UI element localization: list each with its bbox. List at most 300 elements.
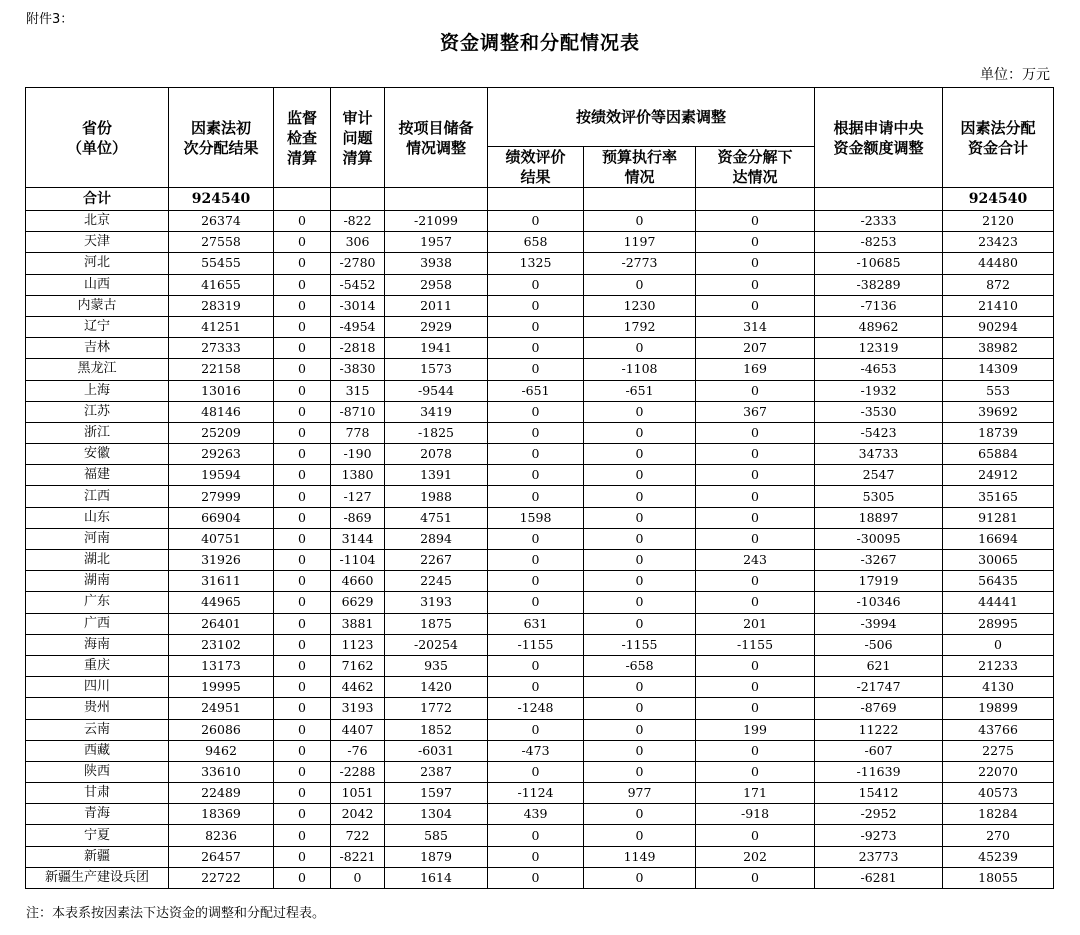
cell-supervision: 0 <box>274 677 331 698</box>
cell-perf-eval: 0 <box>488 677 584 698</box>
cell-budget-exec: 0 <box>584 274 696 295</box>
cell-initial: 13173 <box>169 655 274 676</box>
header-perf-eval: 绩效评价 结果 <box>488 147 584 188</box>
cell-total: 56435 <box>943 571 1054 592</box>
table-row <box>26 380 1054 401</box>
cell-perf-eval: 1598 <box>488 507 584 528</box>
cell-perf-eval: 0 <box>488 274 584 295</box>
cell-province: 上海 <box>26 380 169 401</box>
cell-budget-exec: 0 <box>584 528 696 549</box>
cell-central-quota: 23773 <box>815 846 943 867</box>
cell-perf-eval: 0 <box>488 465 584 486</box>
cell-initial: 22158 <box>169 359 274 380</box>
cell-province: 河北 <box>26 253 169 274</box>
cell-audit: -5452 <box>331 274 385 295</box>
cell-province: 新疆生产建设兵团 <box>26 867 169 888</box>
cell-reserve: -6031 <box>385 740 488 761</box>
cell-total: 44441 <box>943 592 1054 613</box>
cell-total: 0 <box>943 634 1054 655</box>
attachment-label: 附件3： <box>26 12 74 27</box>
cell-supervision: 0 <box>274 507 331 528</box>
cell-province: 云南 <box>26 719 169 740</box>
cell-total: 4130 <box>943 677 1054 698</box>
cell-initial: 24951 <box>169 698 274 719</box>
cell-fund-decomp: 0 <box>696 507 815 528</box>
table-row <box>26 211 1054 232</box>
cell-reserve: 1391 <box>385 465 488 486</box>
table-row <box>26 867 1054 888</box>
cell-central-quota: 621 <box>815 655 943 676</box>
cell-supervision: 0 <box>274 655 331 676</box>
cell-fund-decomp: -1155 <box>696 634 815 655</box>
cell-province: 重庆 <box>26 655 169 676</box>
cell-budget-exec: -2773 <box>584 253 696 274</box>
cell-initial: 23102 <box>169 634 274 655</box>
cell-fund-decomp: 0 <box>696 592 815 613</box>
cell-province: 广西 <box>26 613 169 634</box>
cell-perf-eval: 0 <box>488 211 584 232</box>
cell-central-quota: 11222 <box>815 719 943 740</box>
cell-perf-eval: 0 <box>488 528 584 549</box>
cell-fund-decomp: 0 <box>696 486 815 507</box>
table-row <box>26 592 1054 613</box>
cell-audit: -822 <box>331 211 385 232</box>
cell-fund-decomp: 0 <box>696 295 815 316</box>
cell-audit: 6629 <box>331 592 385 613</box>
cell-fund-decomp: 0 <box>696 253 815 274</box>
table-row <box>26 719 1054 740</box>
header-central-quota: 根据申请中央 资金额度调整 <box>815 88 943 188</box>
cell-audit: 0 <box>331 867 385 888</box>
unit-label: 单位：万元 <box>980 67 1050 83</box>
cell-budget-exec: 0 <box>584 867 696 888</box>
table-row <box>26 613 1054 634</box>
cell-reserve: -9544 <box>385 380 488 401</box>
cell-perf-eval: 658 <box>488 232 584 253</box>
cell-initial: 18369 <box>169 804 274 825</box>
cell-audit: 4660 <box>331 571 385 592</box>
cell-central-quota: -2333 <box>815 211 943 232</box>
cell-budget-exec: 0 <box>584 444 696 465</box>
table-row <box>26 825 1054 846</box>
cell-supervision: 0 <box>274 274 331 295</box>
cell-perf-eval: 0 <box>488 401 584 422</box>
cell-initial: 26374 <box>169 211 274 232</box>
header-reserve: 按项目储备 情况调整 <box>385 88 488 188</box>
cell-initial: 25209 <box>169 422 274 443</box>
cell-supervision: 0 <box>274 444 331 465</box>
cell-supervision: 0 <box>274 825 331 846</box>
cell-budget-exec: -651 <box>584 380 696 401</box>
cell-total: 22070 <box>943 761 1054 782</box>
cell-total: 14309 <box>943 359 1054 380</box>
cell-central-quota: -607 <box>815 740 943 761</box>
cell-fund-decomp: 0 <box>696 528 815 549</box>
cell-total: 38982 <box>943 338 1054 359</box>
cell-budget-exec: 1792 <box>584 316 696 337</box>
cell-initial: 31611 <box>169 571 274 592</box>
cell-reserve: 2387 <box>385 761 488 782</box>
cell-initial: 55455 <box>169 253 274 274</box>
cell-budget-exec: 0 <box>584 677 696 698</box>
table-row <box>26 783 1054 804</box>
table-row <box>26 507 1054 528</box>
header-total: 因素法分配 资金合计 <box>943 88 1054 188</box>
cell-total: 18055 <box>943 867 1054 888</box>
cell-audit: -76 <box>331 740 385 761</box>
cell-audit: -8221 <box>331 846 385 867</box>
cell-supervision: 0 <box>274 253 331 274</box>
cell-perf-eval: 0 <box>488 592 584 613</box>
cell-audit: -2288 <box>331 761 385 782</box>
cell-initial: 26401 <box>169 613 274 634</box>
table-row <box>26 761 1054 782</box>
cell-fund-decomp: 207 <box>696 338 815 359</box>
cell-fund-decomp: 0 <box>696 825 815 846</box>
cell-total: 65884 <box>943 444 1054 465</box>
cell-reserve: 1597 <box>385 783 488 804</box>
total-initial: 924540 <box>169 188 274 211</box>
cell-central-quota: -11639 <box>815 761 943 782</box>
table-row <box>26 655 1054 676</box>
cell-fund-decomp: 0 <box>696 232 815 253</box>
table-row <box>26 634 1054 655</box>
cell-supervision: 0 <box>274 740 331 761</box>
cell-fund-decomp: 171 <box>696 783 815 804</box>
cell-initial: 9462 <box>169 740 274 761</box>
cell-audit: 306 <box>331 232 385 253</box>
cell-initial: 33610 <box>169 761 274 782</box>
cell-perf-eval: 0 <box>488 422 584 443</box>
cell-fund-decomp: 202 <box>696 846 815 867</box>
cell-initial: 19594 <box>169 465 274 486</box>
cell-perf-eval: -1155 <box>488 634 584 655</box>
header-fund-decomp: 资金分解下 达情况 <box>696 147 815 188</box>
cell-supervision: 0 <box>274 528 331 549</box>
cell-perf-eval: 631 <box>488 613 584 634</box>
cell-perf-eval: 0 <box>488 867 584 888</box>
cell-budget-exec: 0 <box>584 465 696 486</box>
cell-budget-exec: 0 <box>584 486 696 507</box>
table-row <box>26 804 1054 825</box>
cell-audit: 315 <box>331 380 385 401</box>
cell-reserve: 1941 <box>385 338 488 359</box>
cell-total: 16694 <box>943 528 1054 549</box>
cell-reserve: 2245 <box>385 571 488 592</box>
table-row <box>26 444 1054 465</box>
cell-total: 24912 <box>943 465 1054 486</box>
cell-total: 19899 <box>943 698 1054 719</box>
table-row <box>26 486 1054 507</box>
cell-audit: -4954 <box>331 316 385 337</box>
cell-province: 湖南 <box>26 571 169 592</box>
cell-reserve: 3419 <box>385 401 488 422</box>
cell-central-quota: 18897 <box>815 507 943 528</box>
cell-initial: 27558 <box>169 232 274 253</box>
cell-fund-decomp: 201 <box>696 613 815 634</box>
cell-budget-exec: -1155 <box>584 634 696 655</box>
cell-central-quota: 48962 <box>815 316 943 337</box>
cell-budget-exec: 0 <box>584 338 696 359</box>
cell-central-quota: -506 <box>815 634 943 655</box>
cell-budget-exec: 1197 <box>584 232 696 253</box>
cell-central-quota: 12319 <box>815 338 943 359</box>
cell-total: 28995 <box>943 613 1054 634</box>
cell-reserve: 1879 <box>385 846 488 867</box>
cell-audit: -3830 <box>331 359 385 380</box>
cell-fund-decomp: 0 <box>696 444 815 465</box>
cell-initial: 26086 <box>169 719 274 740</box>
table-row <box>26 401 1054 422</box>
cell-reserve: 2929 <box>385 316 488 337</box>
cell-reserve: 2958 <box>385 274 488 295</box>
cell-initial: 48146 <box>169 401 274 422</box>
cell-budget-exec: 0 <box>584 719 696 740</box>
cell-supervision: 0 <box>274 486 331 507</box>
cell-total: 44480 <box>943 253 1054 274</box>
table-row <box>26 253 1054 274</box>
cell-reserve: 1957 <box>385 232 488 253</box>
table-row <box>26 550 1054 571</box>
cell-supervision: 0 <box>274 867 331 888</box>
cell-audit: -2780 <box>331 253 385 274</box>
cell-total: 39692 <box>943 401 1054 422</box>
cell-province: 内蒙古 <box>26 295 169 316</box>
cell-initial: 22722 <box>169 867 274 888</box>
cell-perf-eval: 0 <box>488 550 584 571</box>
cell-audit: -127 <box>331 486 385 507</box>
cell-initial: 44965 <box>169 592 274 613</box>
cell-total: 30065 <box>943 550 1054 571</box>
cell-initial: 27999 <box>169 486 274 507</box>
cell-fund-decomp: 0 <box>696 655 815 676</box>
cell-supervision: 0 <box>274 465 331 486</box>
table-row <box>26 232 1054 253</box>
table-row <box>26 359 1054 380</box>
cell-province: 湖北 <box>26 550 169 571</box>
cell-supervision: 0 <box>274 401 331 422</box>
cell-supervision: 0 <box>274 698 331 719</box>
cell-audit: 7162 <box>331 655 385 676</box>
cell-province: 福建 <box>26 465 169 486</box>
footnote: 注：本表系按因素法下达资金的调整和分配过程表。 <box>26 906 326 921</box>
cell-budget-exec: 0 <box>584 740 696 761</box>
cell-supervision: 0 <box>274 359 331 380</box>
cell-total: 553 <box>943 380 1054 401</box>
total-row <box>26 188 1054 211</box>
cell-fund-decomp: 243 <box>696 550 815 571</box>
cell-perf-eval: 0 <box>488 486 584 507</box>
cell-fund-decomp: -918 <box>696 804 815 825</box>
cell-supervision: 0 <box>274 550 331 571</box>
cell-province: 江西 <box>26 486 169 507</box>
table-row <box>26 571 1054 592</box>
cell-fund-decomp: 0 <box>696 380 815 401</box>
allocation-table <box>25 87 1054 889</box>
cell-reserve: -20254 <box>385 634 488 655</box>
cell-province: 贵州 <box>26 698 169 719</box>
cell-fund-decomp: 0 <box>696 274 815 295</box>
cell-audit: -2818 <box>331 338 385 359</box>
cell-perf-eval: 0 <box>488 846 584 867</box>
cell-budget-exec: 1230 <box>584 295 696 316</box>
cell-perf-eval: 0 <box>488 655 584 676</box>
cell-supervision: 0 <box>274 571 331 592</box>
cell-reserve: 1304 <box>385 804 488 825</box>
cell-province: 四川 <box>26 677 169 698</box>
cell-budget-exec: 0 <box>584 825 696 846</box>
cell-province: 黑龙江 <box>26 359 169 380</box>
cell-fund-decomp: 367 <box>696 401 815 422</box>
cell-initial: 8236 <box>169 825 274 846</box>
cell-central-quota: 15412 <box>815 783 943 804</box>
cell-initial: 41655 <box>169 274 274 295</box>
cell-province: 辽宁 <box>26 316 169 337</box>
cell-fund-decomp: 0 <box>696 761 815 782</box>
cell-fund-decomp: 0 <box>696 698 815 719</box>
cell-reserve: -21099 <box>385 211 488 232</box>
cell-initial: 31926 <box>169 550 274 571</box>
cell-initial: 27333 <box>169 338 274 359</box>
cell-perf-eval: 0 <box>488 316 584 337</box>
cell-initial: 66904 <box>169 507 274 528</box>
cell-total: 21410 <box>943 295 1054 316</box>
cell-central-quota: -3267 <box>815 550 943 571</box>
cell-central-quota: -2952 <box>815 804 943 825</box>
cell-budget-exec: -658 <box>584 655 696 676</box>
cell-province: 安徽 <box>26 444 169 465</box>
table-row <box>26 295 1054 316</box>
cell-perf-eval: 0 <box>488 719 584 740</box>
cell-reserve: 935 <box>385 655 488 676</box>
cell-perf-eval: -1248 <box>488 698 584 719</box>
cell-initial: 40751 <box>169 528 274 549</box>
header-budget-exec: 预算执行率 情况 <box>584 147 696 188</box>
cell-reserve: 3193 <box>385 592 488 613</box>
cell-audit: 722 <box>331 825 385 846</box>
cell-reserve: 4751 <box>385 507 488 528</box>
cell-reserve: 3938 <box>385 253 488 274</box>
cell-audit: 1051 <box>331 783 385 804</box>
cell-province: 北京 <box>26 211 169 232</box>
cell-total: 872 <box>943 274 1054 295</box>
cell-supervision: 0 <box>274 804 331 825</box>
cell-total: 21233 <box>943 655 1054 676</box>
header-performance-group: 按绩效评价等因素调整 <box>488 88 815 147</box>
cell-central-quota: 5305 <box>815 486 943 507</box>
cell-reserve: 1614 <box>385 867 488 888</box>
cell-fund-decomp: 0 <box>696 465 815 486</box>
cell-central-quota: 34733 <box>815 444 943 465</box>
cell-province: 宁夏 <box>26 825 169 846</box>
cell-budget-exec: 0 <box>584 507 696 528</box>
cell-central-quota: -8769 <box>815 698 943 719</box>
cell-supervision: 0 <box>274 761 331 782</box>
table-row <box>26 698 1054 719</box>
cell-total: 270 <box>943 825 1054 846</box>
cell-central-quota: -6281 <box>815 867 943 888</box>
cell-total: 90294 <box>943 316 1054 337</box>
cell-fund-decomp: 314 <box>696 316 815 337</box>
cell-supervision: 0 <box>274 316 331 337</box>
cell-supervision: 0 <box>274 719 331 740</box>
cell-budget-exec: -1108 <box>584 359 696 380</box>
cell-reserve: 1573 <box>385 359 488 380</box>
cell-total: 18284 <box>943 804 1054 825</box>
cell-fund-decomp: 0 <box>696 740 815 761</box>
cell-province: 天津 <box>26 232 169 253</box>
cell-perf-eval: 0 <box>488 825 584 846</box>
cell-budget-exec: 0 <box>584 592 696 613</box>
cell-fund-decomp: 0 <box>696 211 815 232</box>
cell-reserve: 2894 <box>385 528 488 549</box>
cell-province: 山西 <box>26 274 169 295</box>
cell-budget-exec: 0 <box>584 571 696 592</box>
cell-initial: 29263 <box>169 444 274 465</box>
cell-reserve: 2011 <box>385 295 488 316</box>
cell-fund-decomp: 0 <box>696 677 815 698</box>
cell-budget-exec: 977 <box>584 783 696 804</box>
total-label: 合计 <box>26 188 169 211</box>
cell-supervision: 0 <box>274 846 331 867</box>
cell-total: 2120 <box>943 211 1054 232</box>
cell-fund-decomp: 0 <box>696 571 815 592</box>
cell-audit: 778 <box>331 422 385 443</box>
cell-audit: -8710 <box>331 401 385 422</box>
cell-central-quota: -3994 <box>815 613 943 634</box>
cell-budget-exec: 0 <box>584 804 696 825</box>
cell-supervision: 0 <box>274 295 331 316</box>
table-row <box>26 422 1054 443</box>
cell-reserve: 1852 <box>385 719 488 740</box>
cell-initial: 13016 <box>169 380 274 401</box>
cell-budget-exec: 0 <box>584 401 696 422</box>
cell-initial: 22489 <box>169 783 274 804</box>
cell-central-quota: -38289 <box>815 274 943 295</box>
cell-audit: 1123 <box>331 634 385 655</box>
cell-initial: 26457 <box>169 846 274 867</box>
cell-audit: -190 <box>331 444 385 465</box>
cell-audit: -1104 <box>331 550 385 571</box>
cell-fund-decomp: 0 <box>696 422 815 443</box>
cell-perf-eval: 0 <box>488 295 584 316</box>
cell-total: 40573 <box>943 783 1054 804</box>
cell-initial: 41251 <box>169 316 274 337</box>
cell-supervision: 0 <box>274 634 331 655</box>
table-row <box>26 274 1054 295</box>
page-title: 资金调整和分配情况表 <box>439 32 640 54</box>
total-sum: 924540 <box>943 188 1054 211</box>
cell-total: 35165 <box>943 486 1054 507</box>
table-row <box>26 528 1054 549</box>
cell-perf-eval: 0 <box>488 338 584 359</box>
cell-audit: 2042 <box>331 804 385 825</box>
cell-total: 18739 <box>943 422 1054 443</box>
cell-central-quota: -10685 <box>815 253 943 274</box>
cell-total: 23423 <box>943 232 1054 253</box>
header-initial: 因素法初 次分配结果 <box>169 88 274 188</box>
cell-supervision: 0 <box>274 783 331 804</box>
cell-province: 新疆 <box>26 846 169 867</box>
cell-perf-eval: -473 <box>488 740 584 761</box>
cell-reserve: 1420 <box>385 677 488 698</box>
table-row <box>26 465 1054 486</box>
cell-province: 西藏 <box>26 740 169 761</box>
cell-fund-decomp: 0 <box>696 867 815 888</box>
cell-initial: 19995 <box>169 677 274 698</box>
cell-province: 青海 <box>26 804 169 825</box>
table-row <box>26 316 1054 337</box>
